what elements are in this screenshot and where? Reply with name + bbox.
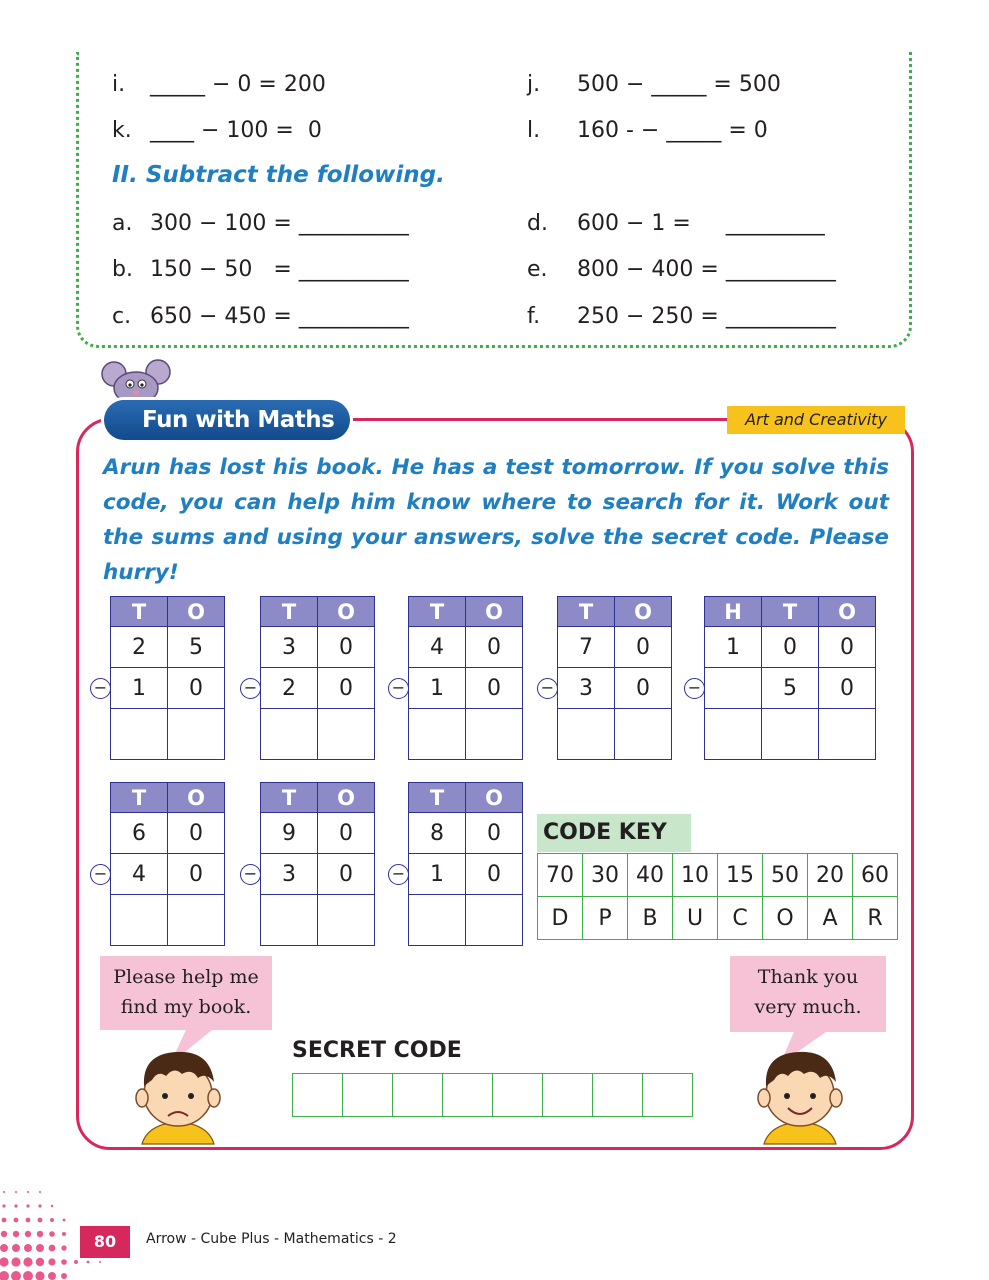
bubble-text-left: Please help me find my book. [113, 966, 259, 1018]
sum-table-8: T O 8 0 1 0 − [408, 782, 523, 946]
answer-cell[interactable] [558, 709, 615, 760]
secret-code-box[interactable] [493, 1074, 543, 1117]
exercise-item-e: e. 800 − 400 = __________ [527, 257, 836, 282]
code-key-table: 70 30 40 10 15 50 20 60 D P B U C O A R [537, 853, 898, 940]
secret-code-boxes [292, 1073, 693, 1117]
answer-cell[interactable] [409, 895, 466, 946]
exercise-item-j: j. 500 − _____ = 500 [527, 72, 781, 97]
sum-table-1: T O 2 5 1 0 − [110, 596, 225, 760]
answer-cell[interactable] [762, 709, 819, 760]
fun-with-maths-title: Fun with Maths [104, 400, 350, 440]
answer-cell[interactable] [409, 709, 466, 760]
bubble-text-right: Thank you very much. [754, 966, 862, 1018]
answer-cell[interactable] [819, 709, 876, 760]
answer-cell[interactable] [111, 895, 168, 946]
minus-icon: − [240, 864, 261, 885]
minus-icon: − [240, 678, 261, 699]
minus-icon: − [537, 678, 558, 699]
sum-table-7: T O 9 0 3 0 − [260, 782, 375, 946]
answer-cell[interactable] [705, 709, 762, 760]
sum-table-6: T O 6 0 4 0 − [110, 782, 225, 946]
page-number: 80 [80, 1226, 130, 1258]
sad-boy-icon [128, 1036, 228, 1146]
answer-cell[interactable] [318, 895, 375, 946]
secret-code-title: SECRET CODE [292, 1038, 462, 1063]
answer-cell[interactable] [261, 709, 318, 760]
happy-boy-icon [750, 1036, 850, 1146]
secret-code-box[interactable] [393, 1074, 443, 1117]
minus-icon: − [388, 678, 409, 699]
instructions-text: Arun has lost his book. He has a test tomorrow. If you solve this code, you can help him know where to search for it. Work out the sums and using your answers, solve the secret code. Please hurry! [103, 455, 889, 585]
section-heading: II. Subtract the following. [112, 162, 445, 188]
exercise-item-l: l. 160 - − _____ = 0 [527, 118, 768, 143]
answer-cell[interactable] [261, 895, 318, 946]
secret-code-box[interactable] [343, 1074, 393, 1117]
answer-cell[interactable] [466, 709, 523, 760]
exercise-item-f: f. 250 − 250 = __________ [527, 304, 836, 329]
answer-cell[interactable] [615, 709, 672, 760]
answer-cell[interactable] [466, 895, 523, 946]
exercise-item-c: c. 650 − 450 = __________ [112, 304, 409, 329]
sum-table-3: T O 4 0 1 0 − [408, 596, 523, 760]
secret-code-box[interactable] [293, 1074, 343, 1117]
secret-code-box[interactable] [443, 1074, 493, 1117]
exercise-item-d: d. 600 − 1 = _________ [527, 211, 825, 236]
answer-cell[interactable] [168, 709, 225, 760]
exercise-item-a: a. 300 − 100 = __________ [112, 211, 409, 236]
footer-book-title: Arrow - Cube Plus - Mathematics - 2 [146, 1231, 397, 1247]
answer-cell[interactable] [318, 709, 375, 760]
secret-code-box[interactable] [593, 1074, 643, 1117]
answer-cell[interactable] [168, 895, 225, 946]
exercise-item-i: i. _____ − 0 = 200 [112, 72, 326, 97]
secret-code-box[interactable] [643, 1074, 693, 1117]
code-key-title: CODE KEY [537, 814, 691, 852]
sum-table-4: T O 7 0 3 0 − [557, 596, 672, 760]
art-creativity-tag: Art and Creativity [727, 406, 905, 434]
answer-cell[interactable] [111, 709, 168, 760]
exercise-item-k: k. ____ − 100 = 0 [112, 118, 322, 143]
exercise-item-b: b. 150 − 50 = __________ [112, 257, 409, 282]
minus-icon: − [684, 678, 705, 699]
sum-table-2: T O 3 0 2 0 − [260, 596, 375, 760]
secret-code-box[interactable] [543, 1074, 593, 1117]
minus-icon: − [90, 678, 111, 699]
minus-icon: − [90, 864, 111, 885]
minus-icon: − [388, 864, 409, 885]
sum-table-5: H T O 1 0 0 5 0 − [704, 596, 876, 760]
